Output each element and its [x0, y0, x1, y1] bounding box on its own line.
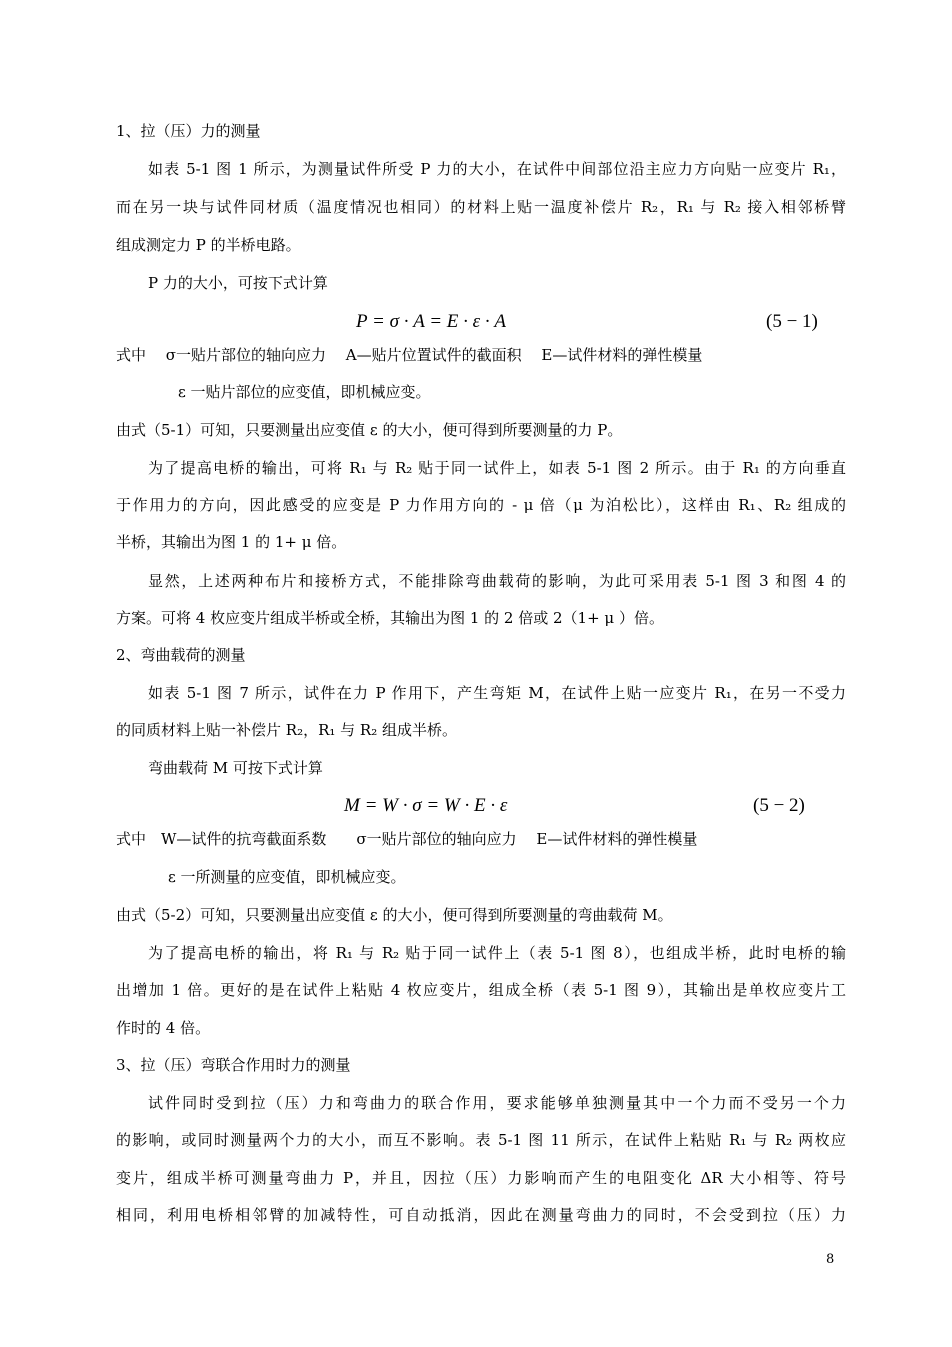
symbol-definitions: ε 一贴片部位的应变值，即机械应变。 [178, 383, 431, 401]
paragraph-line: 显然，上述两种布片和接桥方式，不能排除弯曲载荷的影响，为此可采用表 5-1 图 3 和图 4 的 [148, 572, 846, 590]
paragraph-line: 为了提高电桥的输出，将 R₁ 与 R₂ 贴于同一试件上（表 5-1 图 8），也组成半桥，此时电桥的输 [148, 944, 846, 962]
paragraph-line: 如表 5-1 图 7 所示，试件在力 P 作用下，产生弯矩 M，在试件上贴一应变片 R₁，在另一不受力 [148, 684, 846, 702]
paragraph-line: 如表 5-1 图 1 所示，为测量试件所受 P 力的大小，在试件中间部位沿主应力方向贴一应变片 R₁， [148, 160, 846, 178]
paragraph-line: 而在另一块与试件同材质（温度情况也相同）的材料上贴一温度补偿片 R₂，R₁ 与 R₂ 接入相邻桥臂 [116, 198, 846, 216]
paragraph-line: 弯曲载荷 M 可按下式计算 [148, 759, 323, 777]
symbol-definitions: 式中 W—试件的抗弯截面系数 σ一贴片部位的轴向应力 E—试件材料的弹性模量 [116, 830, 698, 848]
paragraph-line: P 力的大小，可按下式计算 [148, 274, 328, 292]
paragraph-line: 由式（5-1）可知，只要测量出应变值 ε 的大小，便可得到所要测量的力 P。 [116, 421, 623, 439]
symbol-definitions: ε 一所测量的应变值，即机械应变。 [168, 868, 406, 886]
equation-number-5-2: (5 − 2) [753, 795, 805, 816]
paragraph-line: 于作用力的方向，因此感受的应变是 P 力作用方向的 - μ 倍（μ 为泊松比），这样由 R₁、R₂ 组成的 [116, 496, 846, 514]
paragraph-line: 相同，利用电桥相邻臂的加减特性，可自动抵消，因此在测量弯曲力的同时，不会受到拉（压）力 [116, 1206, 846, 1224]
paragraph-line: 组成测定力 P 的半桥电路。 [116, 236, 301, 254]
paragraph-line: 由式（5-2）可知，只要测量出应变值 ε 的大小，便可得到所要测量的弯曲载荷 M。 [116, 906, 673, 924]
heading-combined: 3、拉（压）弯联合作用时力的测量 [116, 1056, 351, 1074]
equation-5-1: P = σ · A = E · ε · A [356, 311, 506, 332]
paragraph-line: 方案。可将 4 枚应变片组成半桥或全桥，其输出为图 1 的 2 倍或 2（1+ μ ）倍。 [116, 609, 664, 627]
paragraph-line: 为了提高电桥的输出，可将 R₁ 与 R₂ 贴于同一试件上，如表 5-1 图 2 所示。由于 R₁ 的方向垂直 [148, 459, 846, 477]
paragraph-line: 变片，组成半桥可测量弯曲力 P，并且，因拉（压）力影响而产生的电阻变化 ΔR 大小相等、符号 [116, 1169, 846, 1187]
page-number: 8 [826, 1252, 835, 1267]
paragraph-line: 作时的 4 倍。 [116, 1019, 211, 1037]
equation-number-5-1: (5 − 1) [766, 311, 818, 332]
paragraph-line: 的同质材料上贴一补偿片 R₂，R₁ 与 R₂ 组成半桥。 [116, 721, 457, 739]
paragraph-line: 出增加 1 倍。更好的是在试件上粘贴 4 枚应变片，组成全桥（表 5-1 图 9），其输出是单枚应变片工 [116, 981, 846, 999]
paragraph-line: 半桥，其输出为图 1 的 1+ μ 倍。 [116, 533, 347, 551]
symbol-definitions: 式中 σ一贴片部位的轴向应力 A—贴片位置试件的截面积 E—试件材料的弹性模量 [116, 346, 703, 364]
heading-bending: 2、弯曲载荷的测量 [116, 646, 246, 664]
paragraph-line: 的影响，或同时测量两个力的大小，而互不影响。表 5-1 图 11 所示，在试件上粘贴 R₁ 与 R₂ 两枚应 [116, 1131, 846, 1149]
heading-tension: 1、拉（压）力的测量 [116, 122, 261, 140]
equation-5-2: M = W · σ = W · E · ε [344, 795, 508, 816]
paragraph-line: 试件同时受到拉（压）力和弯曲力的联合作用，要求能够单独测量其中一个力而不受另一个力 [148, 1094, 846, 1112]
